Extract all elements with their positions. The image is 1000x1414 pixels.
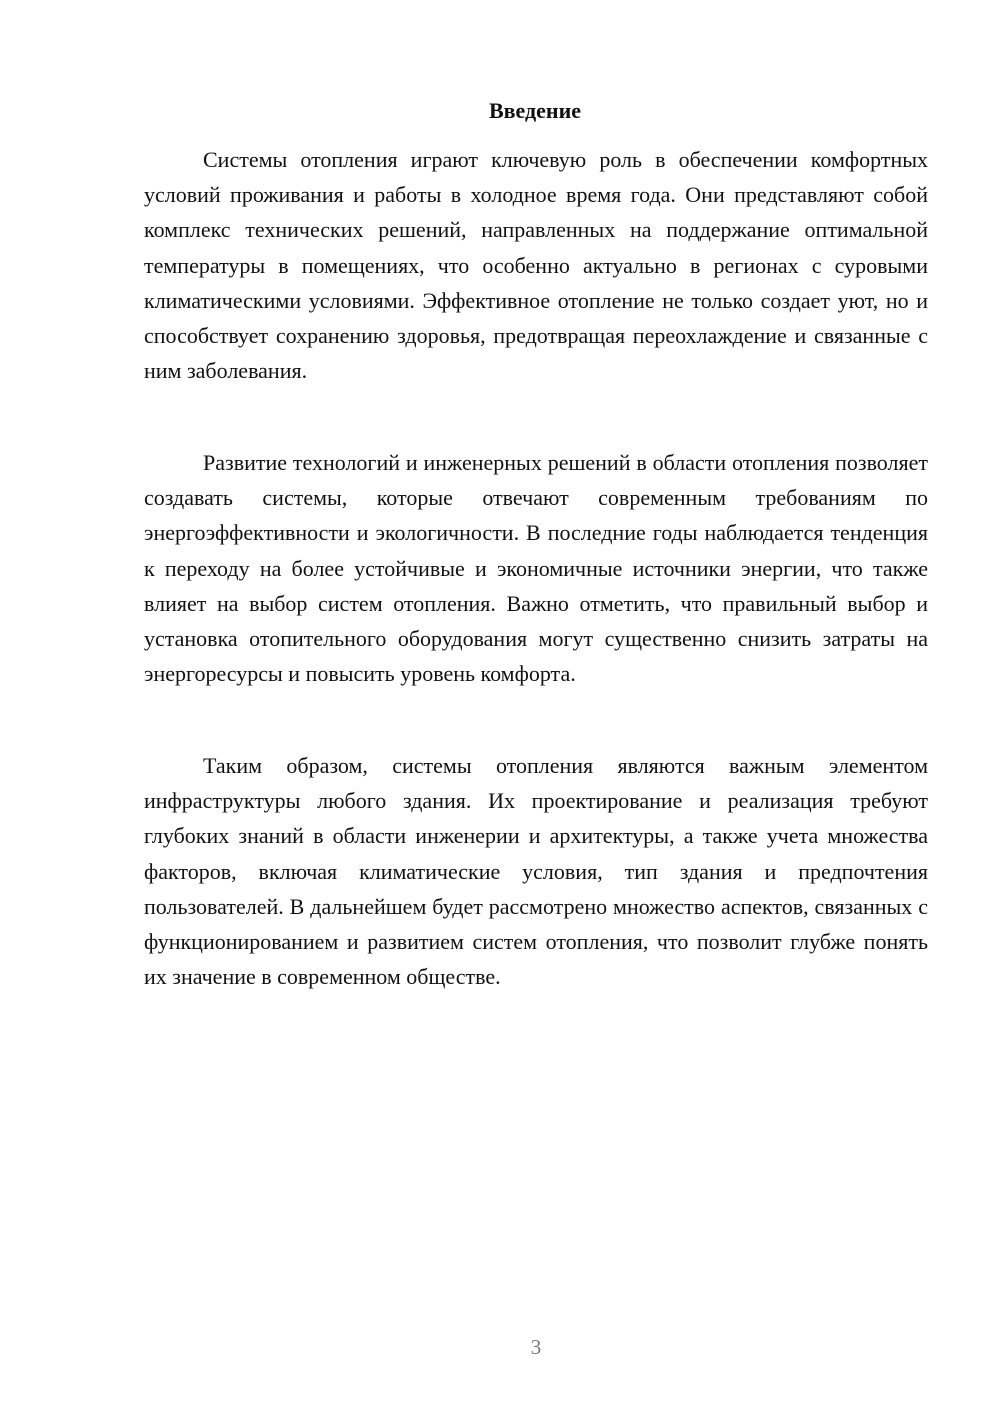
paragraph-3: Таким образом, системы отопления являются важным элементом инфраструктуры любого здания. Их проектирование и реализация требуют глубоких знаний в области инженерии и архитектуры, а также учета множества факторов, включая климатические условия, тип здания и предпочтения пользователей. В дальнейшем будет рассмотрено множество аспектов, связанных с функционированием и развитием систем отопления, что позволит глубже понять их значение в современном обществе.: [144, 753, 928, 990]
paragraph-1: Системы отопления играют ключевую роль в обеспечении комфортных условий проживания и работы в холодное время года. Они представляют собой комплекс технических решений, направленных на поддержание оптимальной температуры в помещениях, что особенно актуально в регионах с суровыми климатическими условиями. Эффективное отопление не только создает уют, но и способствует сохранению здоровья, предотвращая переохлаждение и связанные с ним заболевания.: [144, 147, 928, 384]
paragraph-2: Развитие технологий и инженерных решений в области отопления позволяет создавать системы, которые отвечают современным требованиям по энергоэффективности и экологичности. В последние годы наблюдается тенденция к переходу на более устойчивые и экономичные источники энергии, что также влияет на выбор систем отопления. Важно отметить, что правильный выбор и установка отопительного оборудования могут существенно снизить затраты на энергоресурсы и повысить уровень комфорта.: [144, 450, 928, 687]
section-title: Введение: [488, 98, 582, 123]
page-number: 3: [530, 1335, 542, 1359]
